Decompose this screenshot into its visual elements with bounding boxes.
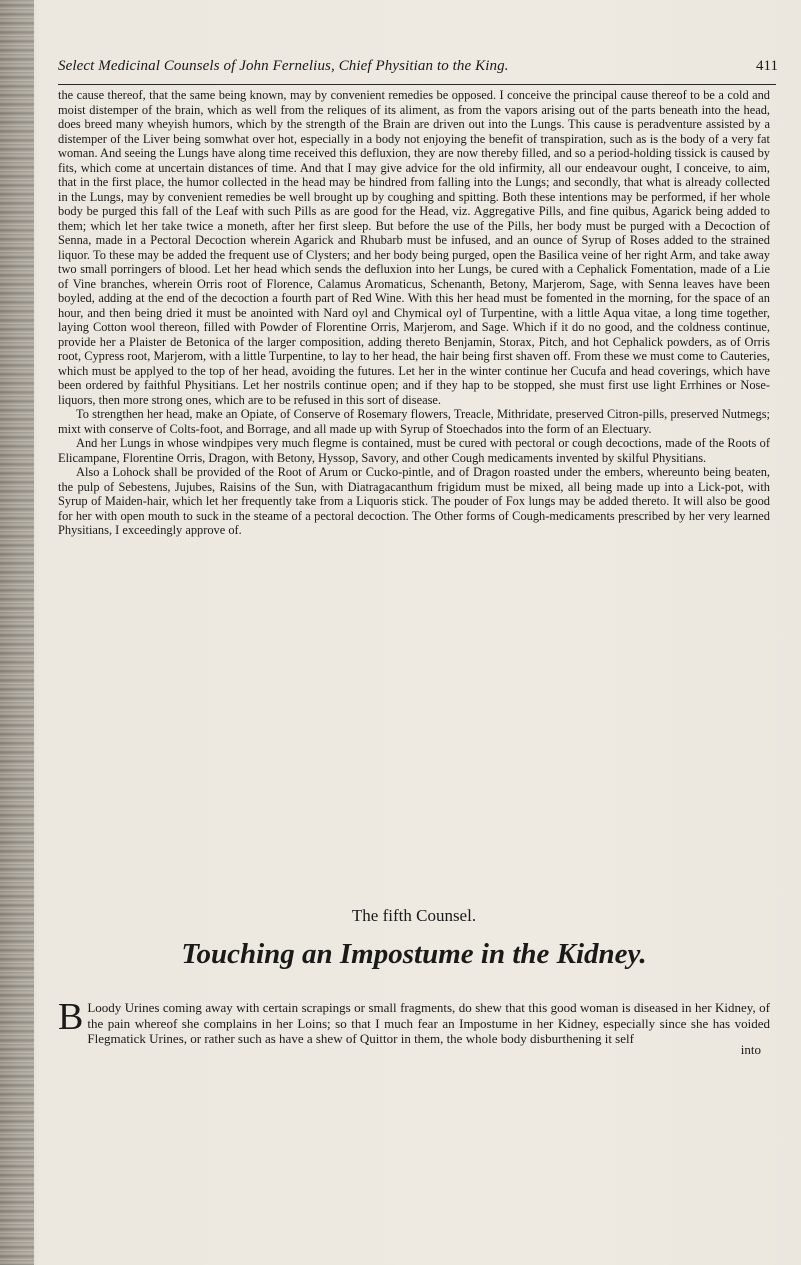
paragraph: To strengthen her head, make an Opiate, of Conserve of Rosemary flowers, Treacle, Mithridate, preserved Citron-pills, preserved Nutmegs; mixt with conserve of Colts-foot, and Borrage, and all made up with Syrup of Stoechados into the form of an Electuary.: [58, 407, 770, 436]
running-head: Select Medicinal Counsels of John Fernelius, Chief Physitian to the King.: [58, 58, 509, 74]
section-body: [58, 996, 770, 1047]
paragraph: Also a Lohock shall be provided of the Root of Arum or Cucko-pintle, and of Dragon roasted under the embers, whereunto being beaten, the pulp of Sebestens, Jujubes, Raisins of the Sun, with Diatragacanthum frigidum must be mixed, all being made up into a Lick-pot, with Syrup of Maiden-hair, which let her frequently take from a Liquoris stick. The pouder of Fox lungs may be added thereto. It will also be good for her with open mouth to suck in the steame of a pectoral decoction. The Other forms of Cough-medicaments prescribed by her very learned Physitians, I exceedingly approve of.: [58, 465, 770, 537]
drop-cap: B: [58, 996, 84, 1038]
page-header: [58, 58, 778, 86]
section-heading: The fifth Counsel.: [351, 906, 477, 925]
header-rule: [58, 84, 776, 85]
catchword: into: [740, 1042, 761, 1057]
binding-gutter: [0, 0, 34, 1265]
paragraph: And her Lungs in whose windpipes very much flegme is contained, must be cured with pectoral or cough decoctions, made of the Roots of Elicampane, Florentine Orris, Dragon, with Betony, Hyssop, Savory, and other Cough medicaments invented by skilful Physitians.: [58, 436, 770, 465]
counsel-text: [58, 88, 770, 538]
section-paragraph: Loody Urines coming away with certain scrapings or small fragments, do shew that this good woman is diseased in her Kidney, of the pain whereof she complains in her Loins; so that I much fear an Impostume in her Kidney, especially since she has voided Flegmatick Urines, or rather such as have a shew of Quittor in them, the whole body disburthening it self: [87, 1000, 770, 1046]
paragraph: the cause thereof, that the same being known, may by convenient remedies be opposed. I conceive the principal cause thereof to be a cold and moist distemper of the brain, which as well from the reliques of its aliment, as from the vapors arising out of the parts beneath into the head, does breed many wheyish humors, which by the strength of the Brain are driven out into the Lungs. This cause is peradventure assisted by a distemper of the Liver being somwhat over hot, especially in a body not enjoying the benefit of transpiration, such as is the body of a very fat woman. And seeing the Lungs have along time received this defluxion, they are now thereby filled, and so a period-holding tissick is caused by fits, which come at uncertain distances of time. And that I may give advice for the old infirmity, all our endeavour ought, I conceive, to aim, that in the first place, the humor collected in the head may be hindred from falling into the Lungs; and secondly, that what is already collected in the Lungs, may by convenient remedies be well brought up by coughing and spitting. Both these intentions may be performed, if her whole body be purged this fall of the Leaf with such Pills as are good for the Head, viz. Aggregative Pills, and fine quibus, Agarick being added to them; which let her take twice a moneth, after her first sleep. But before the use of the Pills, her body must be purged with a Decoction of Senna, made in a Pectoral Decoction wherein Agarick and Rhubarb must be infused, and an ounce of Syrup of Roses added to the strained liquor. To these may be added the frequent use of Clysters; and her body being purged, open the Basilica veine of her right Arm, and take away two small porringers of blood. Let her head which sends the defluxion into her Lungs, be cured with a Cephalick Fomentation, made of a Lie of Vine branches, wherein Orris root of Florence, Calamus Aromaticus, Schenanth, Betony, Marjerom, Sage, with Senna leaves have been boyled, adding at the end of the decoction a fourth part of Red Wine. With this her head must be fomented in the morning, for the space of an hour, and then being dried it must be anointed with Nard oyl and Chymical oyl of Turpentine, with a little Aqua vitae, a long time together, laying Cotton wool thereon, filled with Powder of Florentine Orris, Marjerom, and Sage. Which if it do no good, and the coldness continue, provide her a Plaister de Betonica of the larger composition, adding thereto Benjamin, Storax, Pitch, and hot Cephalick powders, as of Orris root, Cypress root, Marjerom, with a little Turpentine, to lay to her head, the hair being first shaven off. From these we must come to Cauteries, which must be applyed to the top of her head, avoiding the futures. Let her in the winter continue her Cucufa and head coverings, which have been ordered by faithful Physitians. Let her nostrils continue open; and if they hap to be stopped, she must first use light Errhines or Nose-liquors, then more strong ones, which are to be refused in this sort of disease.: [58, 88, 770, 407]
page-number: 411: [756, 58, 778, 74]
section-title: Touching an Impostume in the Kidney.: [181, 938, 647, 970]
